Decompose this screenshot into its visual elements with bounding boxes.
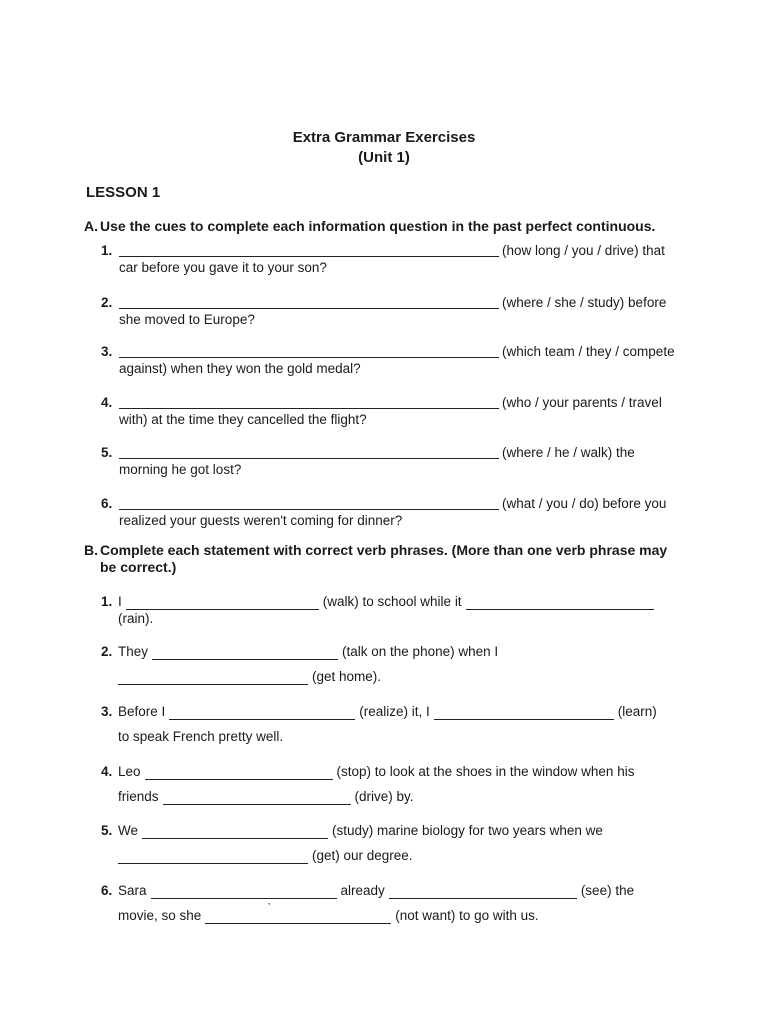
question-number: 5. — [101, 823, 113, 838]
question-text: Sara — [118, 883, 147, 898]
answer-blank[interactable] — [205, 910, 391, 924]
question-number: 4. — [101, 764, 113, 779]
section-a-instruction: Use the cues to complete each information question in the past perfect continuous. — [100, 218, 656, 234]
question-number: 6. — [101, 496, 113, 511]
question-text: (get home). — [312, 669, 382, 684]
answer-blank[interactable] — [466, 596, 654, 610]
question-text: friends — [118, 789, 159, 804]
answer-blank[interactable] — [119, 408, 499, 409]
question-text: (get) our degree. — [312, 848, 413, 863]
question-cue: (who / your parents / travel — [502, 395, 662, 410]
question-continuation: morning he got lost? — [119, 462, 242, 477]
document-subtitle: (Unit 1) — [358, 149, 410, 166]
question-number: 1. — [101, 243, 113, 258]
answer-blank[interactable] — [119, 256, 499, 257]
answer-blank[interactable] — [119, 458, 499, 459]
answer-blank[interactable] — [163, 791, 351, 805]
question-text: already — [340, 883, 385, 898]
section-a-letter: A. — [84, 218, 98, 234]
question-text: (realize) it, I — [359, 704, 430, 719]
question-text: Leo — [118, 764, 141, 779]
question-text: (drive) by. — [354, 789, 414, 804]
answer-blank[interactable] — [119, 357, 499, 358]
section-b-letter: B. — [84, 542, 98, 558]
question-number: 5. — [101, 445, 113, 460]
answer-blank[interactable] — [169, 706, 355, 720]
section-b-instruction-continued: be correct.) — [100, 559, 177, 575]
question-number: 6. — [101, 883, 113, 898]
question-text: (study) marine biology for two years when we — [332, 823, 603, 838]
question-text: We — [118, 823, 139, 838]
question-text: (talk on the phone) when I — [342, 644, 499, 659]
question-continuation: she moved to Europe? — [119, 312, 255, 327]
lesson-heading: LESSON 1 — [86, 184, 161, 201]
answer-blank[interactable] — [152, 646, 338, 660]
question-text: movie, so she — [118, 908, 202, 923]
question-cue: (what / you / do) before you — [502, 496, 667, 511]
question-number: 3. — [101, 344, 113, 359]
section-b-instruction: Complete each statement with correct verb phrases. (More than one verb phrase may — [100, 542, 668, 558]
question-text: (walk) to school while it — [322, 594, 462, 609]
question-number: 3. — [101, 704, 113, 719]
answer-blank[interactable] — [151, 885, 337, 899]
question-continuation: realized your guests weren't coming for dinner? — [119, 513, 403, 528]
section-b-heading — [84, 542, 667, 576]
answer-blank[interactable] — [434, 706, 614, 720]
question-text: Before I — [118, 704, 166, 719]
answer-blank[interactable] — [126, 596, 319, 610]
question-cue: (where / he / walk) the — [502, 445, 635, 460]
question-number: 2. — [101, 644, 113, 659]
question-text: to speak French pretty well. — [118, 729, 284, 744]
answer-blank[interactable] — [119, 308, 499, 309]
question-text: (stop) to look at the shoes in the window when his — [336, 764, 635, 779]
question-continuation: against) when they won the gold medal? — [119, 361, 361, 376]
answer-blank[interactable] — [142, 825, 328, 839]
answer-blank[interactable] — [389, 885, 577, 899]
stray-mark: ‚ — [268, 896, 271, 907]
answer-blank[interactable] — [145, 766, 333, 780]
question-text: (rain). — [118, 611, 154, 626]
answer-blank[interactable] — [118, 850, 308, 864]
section-a-heading — [84, 218, 655, 235]
question-number: 1. — [101, 594, 113, 609]
answer-blank[interactable] — [119, 509, 499, 510]
question-text: (not want) to go with us. — [395, 908, 539, 923]
question-text: (see) the — [580, 883, 635, 898]
document-title: Extra Grammar Exercises — [292, 129, 476, 146]
question-cue: (where / she / study) before — [502, 295, 667, 310]
question-cue: (how long / you / drive) that — [502, 243, 665, 258]
question-continuation: car before you gave it to your son? — [119, 260, 327, 275]
answer-blank[interactable] — [118, 671, 308, 685]
question-cue: (which team / they / compete — [502, 344, 675, 359]
title-block — [0, 128, 768, 168]
question-text: They — [118, 644, 149, 659]
question-text: I — [118, 594, 122, 609]
question-continuation: with) at the time they cancelled the flight? — [119, 412, 367, 427]
question-number: 4. — [101, 395, 113, 410]
question-text: (learn) — [617, 704, 657, 719]
question-number: 2. — [101, 295, 113, 310]
